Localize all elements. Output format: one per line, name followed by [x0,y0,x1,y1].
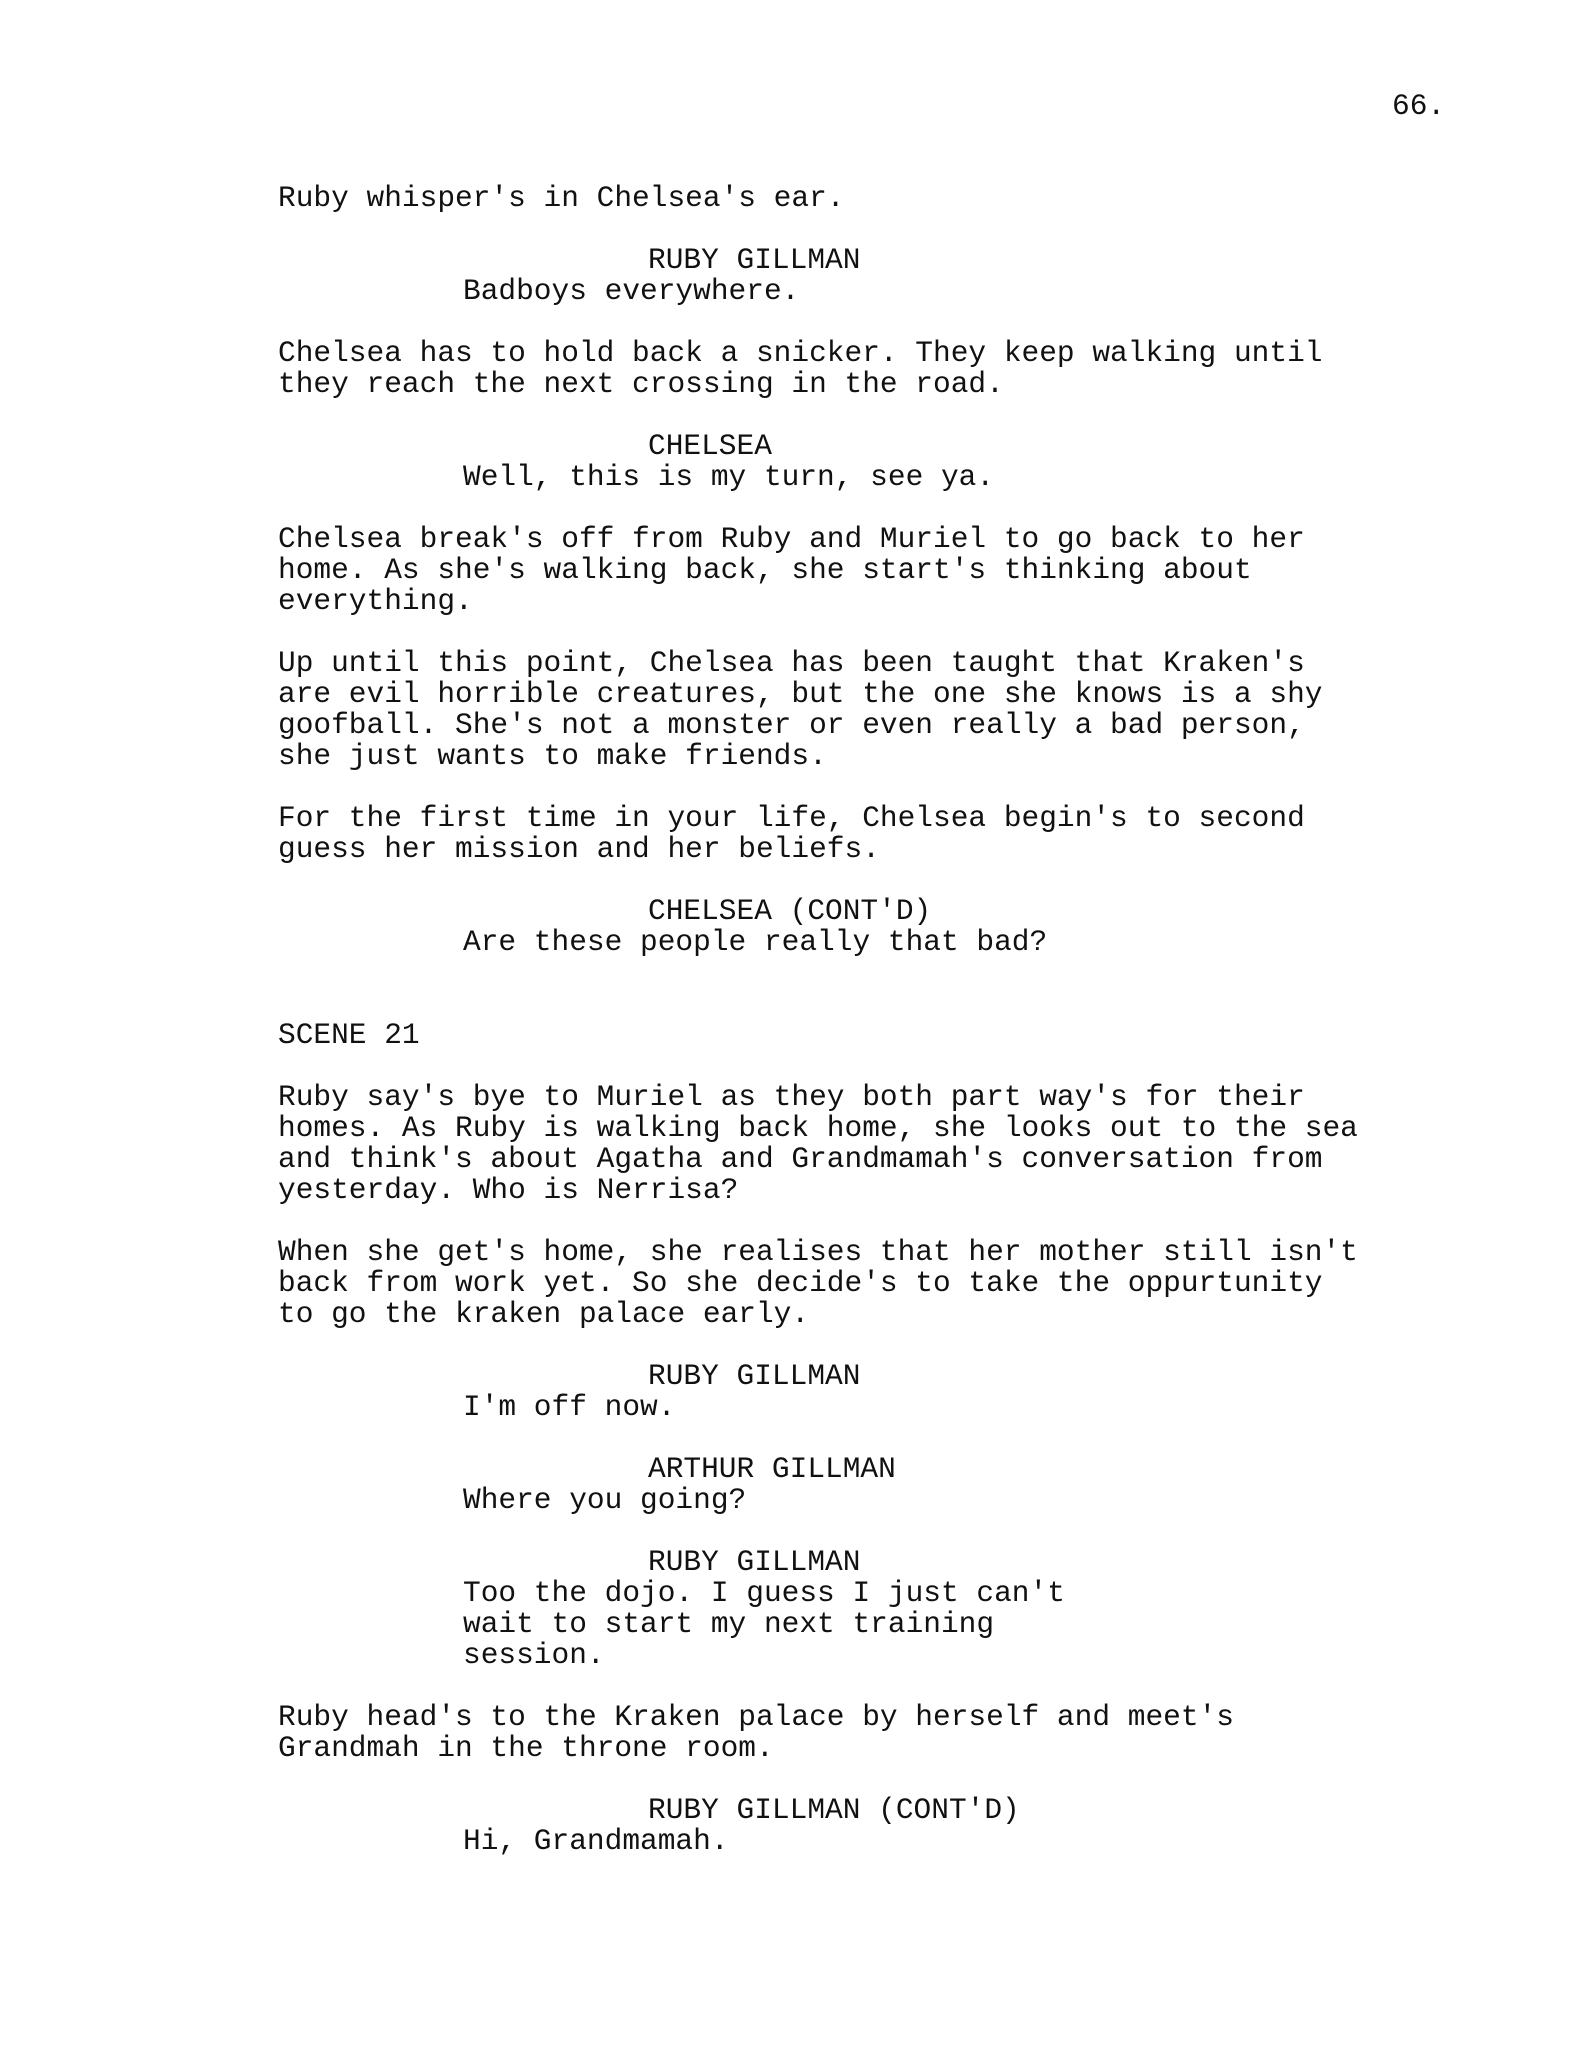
dialogue-line: I'm off now. [463,1390,676,1424]
dialogue-block [278,431,1378,493]
action-line: Ruby head's to the Kraken palace by herself and meet's Grandmah in the throne room. [278,1700,1234,1765]
character-name: CHELSEA (CONT'D) [648,894,932,928]
character-name: RUBY GILLMAN [648,1545,861,1579]
dialogue-block [278,245,1378,307]
action-line: Ruby whisper's in Chelsea's ear. [278,181,845,215]
page-number: 66. [1392,89,1446,123]
script-body [278,183,1378,1888]
dialogue-line: Well, this is my turn, see ya. [463,460,995,494]
dialogue-line: Badboys everywhere. [463,274,800,308]
character-name: ARTHUR GILLMAN [648,1452,896,1486]
action-line: Chelsea break's off from Ruby and Muriel to go back to her home. As she's walking back, she start's thinking about everything. [278,522,1305,618]
character-name: RUBY GILLMAN [648,243,861,277]
action-line: Ruby say's bye to Muriel as they both part way's for their homes. As Ruby is walking back home, she looks out to the sea and think's about Agatha and Grandmamah's conversation from yesterday. Who is Nerrisa? [278,1080,1358,1207]
dialogue-line: Hi, Grandmamah. [463,1824,729,1858]
dialogue-line: Too the dojo. I guess I just can't wait to start my next training session. [463,1576,1065,1672]
character-name: RUBY GILLMAN [648,1359,861,1393]
character-name: CHELSEA [648,429,772,463]
action-line: Up until this point, Chelsea has been taught that Kraken's are evil horrible creatures, but the one she knows is a shy goofball. She's not a monster or even really a bad person, she just wants to make friends. [278,646,1323,773]
dialogue-block [278,1547,1378,1671]
character-name: RUBY GILLMAN (CONT'D) [648,1793,1020,1827]
dialogue-block [278,1454,1378,1516]
action-line: For the first time in your life, Chelsea begin's to second guess her mission and her beliefs. [278,801,1305,866]
dialogue-line: Are these people really that bad? [463,925,1048,959]
dialogue-block [278,1361,1378,1423]
dialogue-block [278,1795,1378,1857]
action-line: When she get's home, she realises that her mother still isn't back from work yet. So she decide's to take the oppurtunity to go the kraken palace early. [278,1235,1358,1331]
scene-heading: SCENE 21 [278,1018,420,1052]
dialogue-line: Where you going? [463,1483,747,1517]
dialogue-block [278,896,1378,958]
action-line: Chelsea has to hold back a snicker. They keep walking until they reach the next crossing in the road. [278,336,1323,401]
